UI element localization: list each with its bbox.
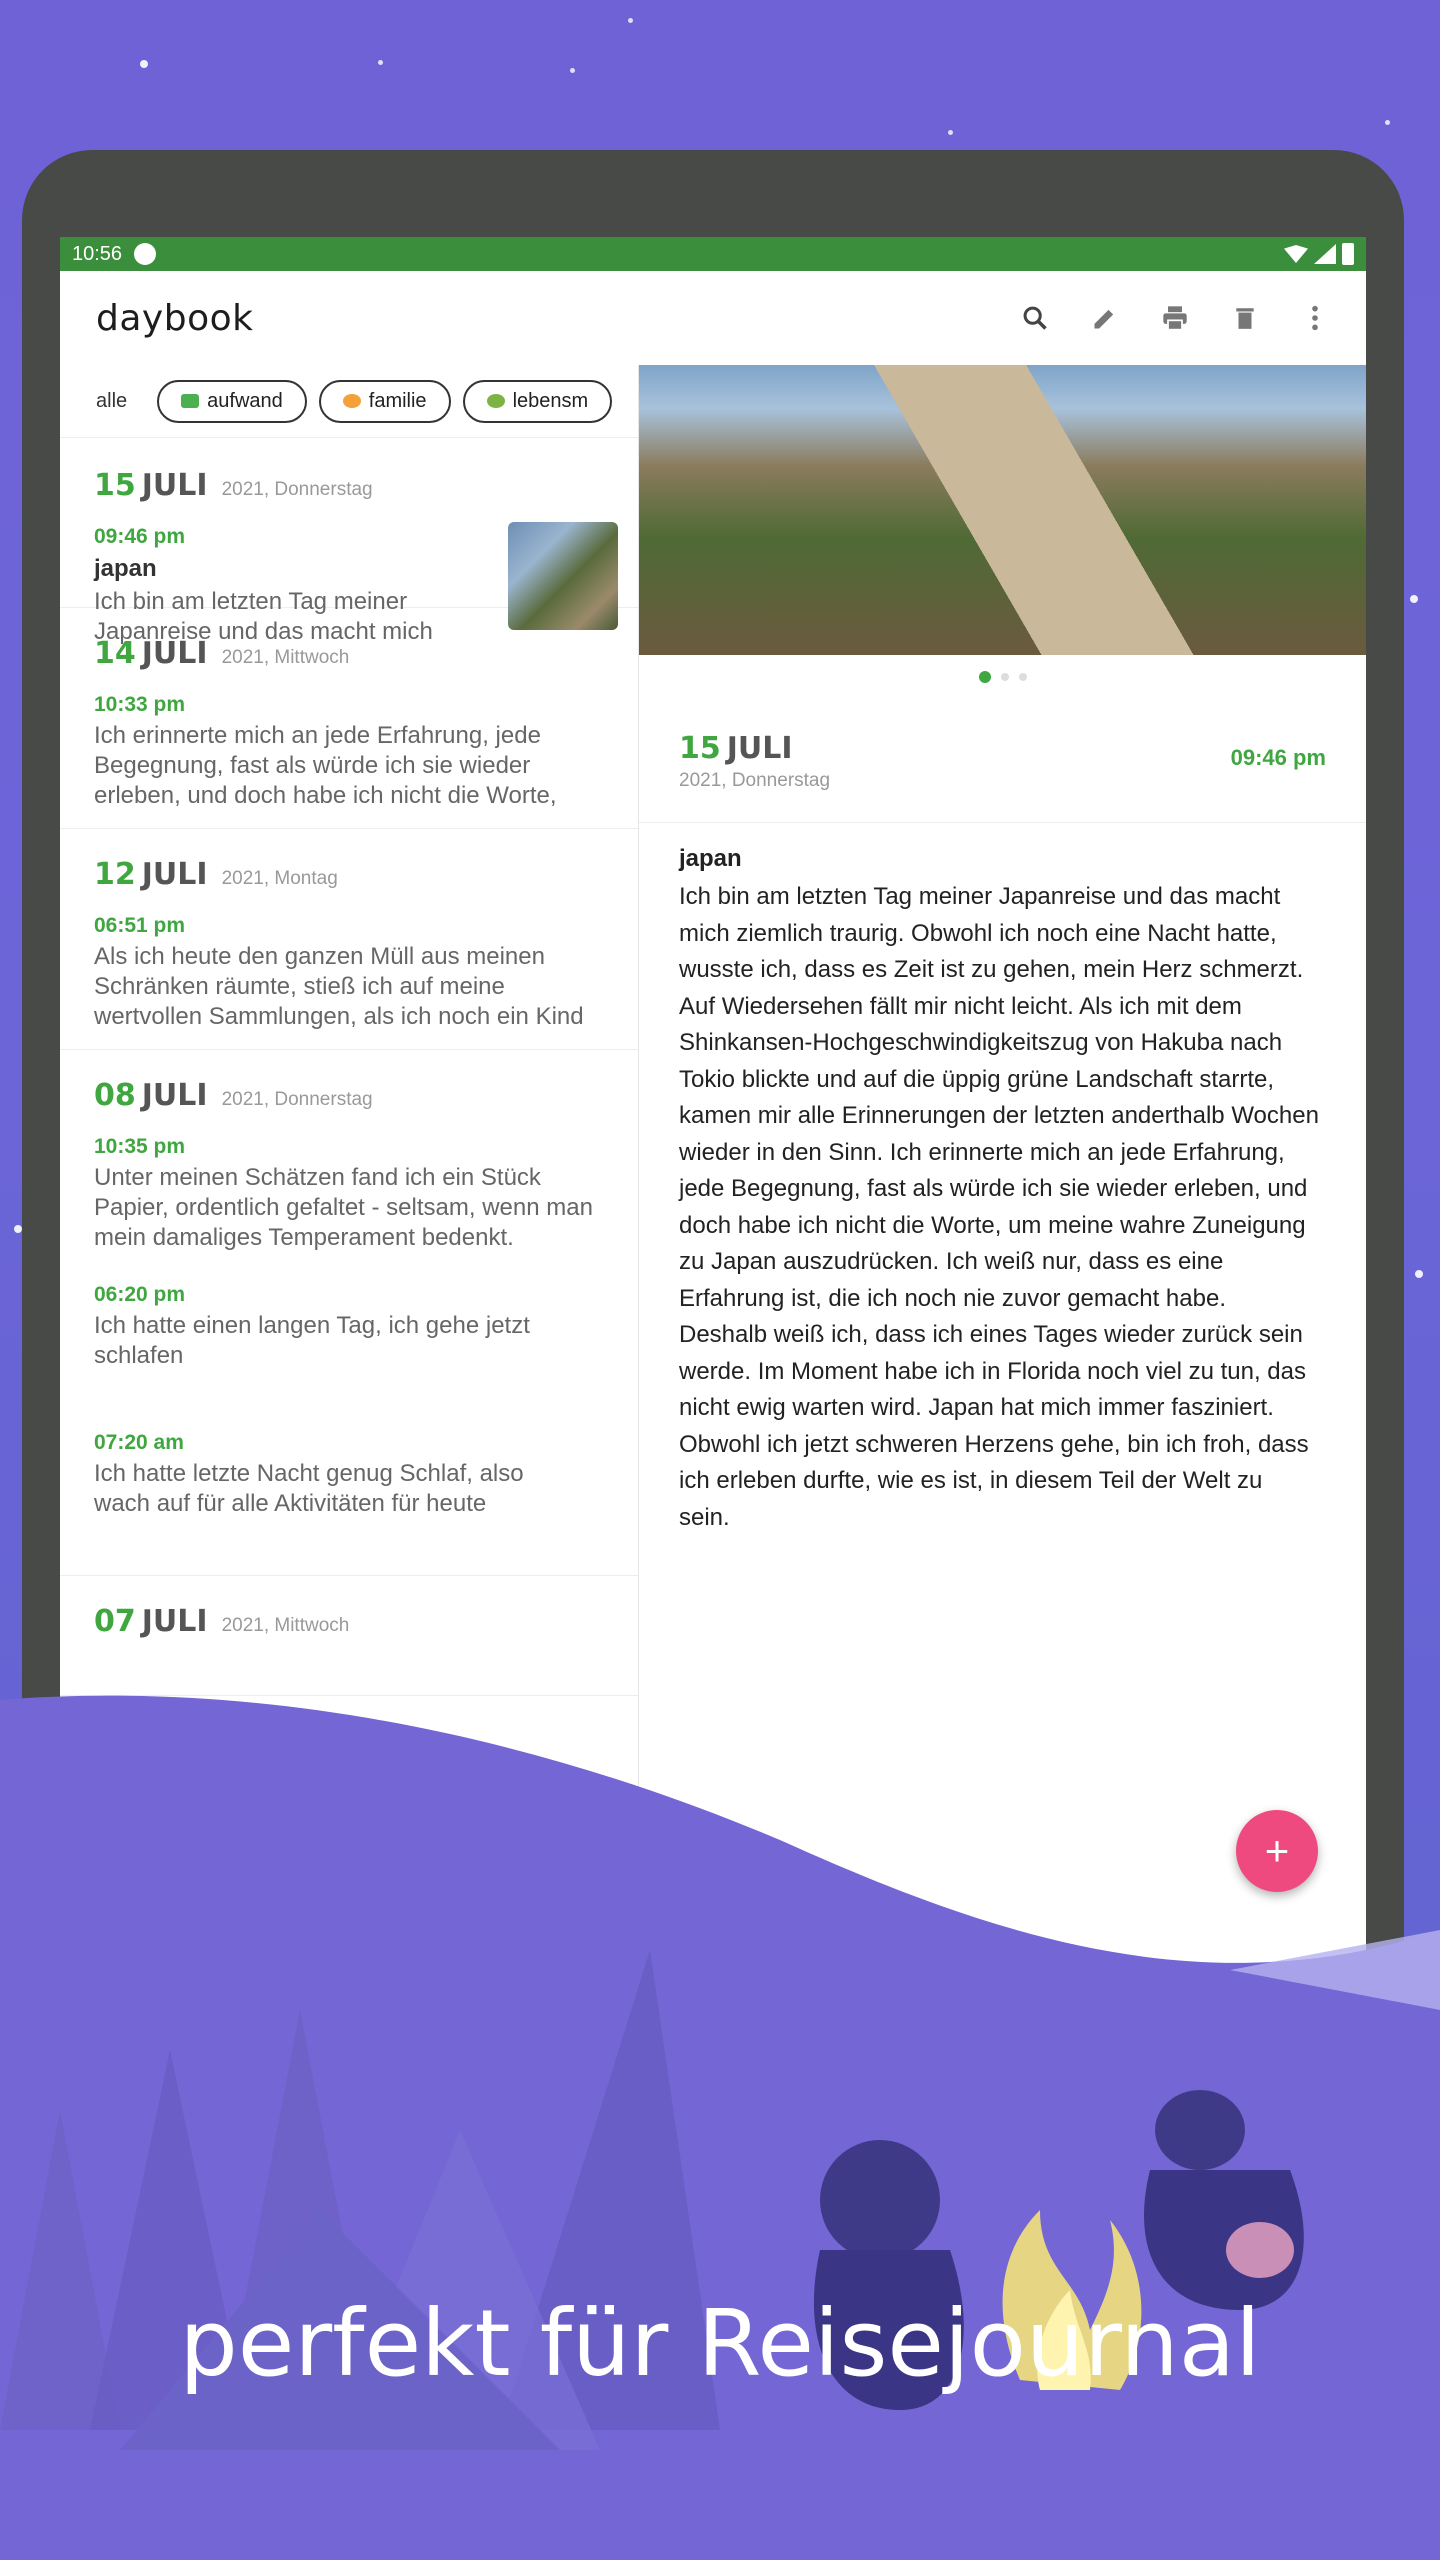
entry-time: 06:20 pm — [94, 1283, 186, 1306]
chip-familie[interactable]: familie — [319, 380, 451, 423]
entry-text: Ich hatte letzte Nacht genug Schlaf, also wach auf für alle Aktivitäten für heute — [94, 1460, 524, 1517]
app-logo: daybook — [96, 297, 254, 339]
status-bar — [60, 237, 1366, 271]
list-item[interactable] — [60, 1050, 638, 1576]
entry-photo-image[interactable] — [639, 365, 1366, 655]
entry-time: 09:46 pm — [94, 525, 186, 548]
entry-text: Ich bin am letzten Tag meiner Japanreise und das macht mich — [94, 588, 433, 645]
campfire-illustration — [0, 1690, 1440, 2560]
entry-month: JULI — [141, 1604, 208, 1639]
entry-year: 2021, Donnerstag — [221, 479, 373, 500]
apple-icon — [487, 394, 505, 408]
star-decoration — [1410, 595, 1418, 603]
entry-day: 07 — [94, 1604, 136, 1639]
entry-text: Ich hatte einen langen Tag, ich gehe jetzt schlafen — [94, 1312, 530, 1369]
promo-caption: perfekt für Reisejournal — [179, 2290, 1261, 2397]
filter-chips — [60, 365, 638, 438]
more-icon[interactable] — [1300, 303, 1330, 333]
money-icon — [181, 394, 199, 408]
status-time: 10:56 — [72, 242, 123, 265]
print-icon[interactable] — [1160, 303, 1190, 333]
list-item[interactable] — [60, 829, 638, 1050]
star-decoration — [140, 60, 148, 68]
star-decoration — [628, 18, 633, 23]
detail-month: JULI — [726, 731, 793, 766]
entry-text: Unter meinen Schätzen fand ich ein Stück Papier, ordentlich gefaltet - seltsam, wenn man mein damaliges Temperament bedenkt. — [94, 1164, 593, 1251]
entry-year: 2021, Donnerstag — [221, 1089, 373, 1110]
star-decoration — [378, 60, 383, 65]
notification-icon — [134, 243, 156, 265]
delete-icon[interactable] — [1230, 303, 1260, 333]
pager-dot-active[interactable] — [979, 671, 991, 683]
list-item[interactable] — [60, 608, 638, 829]
entry-year: 2021, Mittwoch — [221, 1615, 350, 1636]
detail-year: 2021, Donnerstag — [679, 770, 831, 791]
entry-year: 2021, Montag — [221, 868, 338, 889]
entry-time: 10:33 pm — [94, 693, 186, 716]
entry-time: 10:35 pm — [94, 1135, 186, 1158]
battery-icon — [1342, 243, 1354, 265]
entry-time: 07:20 am — [94, 1431, 184, 1454]
entry-title: japan — [94, 555, 157, 582]
star-decoration — [948, 130, 953, 135]
detail-header — [639, 699, 1366, 823]
entry-text: Als ich heute den ganzen Müll aus meinen Schränken räumte, stieß ich auf meine wertvollen Sammlungen, als ich noch ein Kind — [94, 943, 584, 1030]
entry-month: JULI — [141, 1078, 208, 1113]
detail-time: 09:46 pm — [1230, 745, 1326, 770]
entry-day: 15 — [94, 468, 136, 503]
add-entry-button[interactable]: + — [1236, 1810, 1318, 1892]
star-decoration — [570, 68, 575, 73]
pager-dot[interactable] — [1001, 673, 1009, 681]
photo-pager — [639, 655, 1366, 699]
chip-aufwand[interactable]: aufwand — [157, 380, 307, 423]
list-item[interactable] — [60, 438, 638, 645]
star-decoration — [1415, 1270, 1423, 1278]
entry-month: JULI — [141, 857, 208, 892]
detail-text: Ich bin am letzten Tag meiner Japanreise und das macht mich ziemlich traurig. Obwohl ich noch eine Nacht hatte, wusste ich, dass es Zeit ist zu gehen, mein Herz schmerzt. Auf Wiedersehen fällt mir nicht leicht. Als ich mit dem Shinkansen-Hochgeschwindigkeitszug von Hakuba nach Tokio blickte und auf die üppig grüne Landschaft starrte, kamen mir alle Erinnerungen der letzten anderthalb Wochen wieder in den Sinn. Ich erinnerte mich an jede Erfahrung, jede Begegnung, fast als würde ich sie wieder erleben, und doch habe ich nicht die Worte, um meine wahre Zuneigung zu Japan auszudrücken. Ich weiß nur, dass es eine Erfahrung ist, die ich noch nie zuvor gemacht habe. Deshalb weiß ich, dass ich eines Tages wieder zurück sein werde. Im Moment habe ich in Florida noch viel zu tun, das nicht ewig warten wird. Japan hat mich immer fasziniert. Obwohl ich jetzt schweren Herzens gehe, bin ich froh, dass ich erleben durfte, wie es ist, in diesem Teil der Welt zu sein. — [679, 883, 1319, 1531]
app-bar — [60, 271, 1366, 365]
family-icon — [343, 394, 361, 408]
entry-day: 14 — [94, 636, 136, 671]
edit-icon[interactable] — [1090, 303, 1120, 333]
detail-day: 15 — [679, 731, 721, 766]
entry-year: 2021, Mittwoch — [221, 647, 350, 668]
filter-all[interactable]: alle — [96, 389, 128, 412]
chip-lebensm[interactable]: lebensm — [463, 380, 613, 423]
entry-time: 06:51 pm — [94, 914, 186, 937]
star-decoration — [14, 1225, 22, 1233]
entry-month: JULI — [141, 468, 208, 503]
entry-month: JULI — [141, 636, 208, 671]
entry-day: 12 — [94, 857, 136, 892]
search-icon[interactable] — [1020, 303, 1050, 333]
list-item[interactable] — [60, 1576, 638, 1696]
signal-icon — [1314, 244, 1336, 264]
pager-dot[interactable] — [1019, 673, 1027, 681]
entry-text: Ich erinnerte mich an jede Erfahrung, jede Begegnung, fast als würde ich sie wieder erleben, und doch habe ich nicht die Worte, — [94, 722, 557, 809]
detail-title: japan — [679, 845, 742, 872]
wifi-icon — [1284, 245, 1308, 263]
entry-day: 08 — [94, 1078, 136, 1113]
star-decoration — [1385, 120, 1390, 125]
